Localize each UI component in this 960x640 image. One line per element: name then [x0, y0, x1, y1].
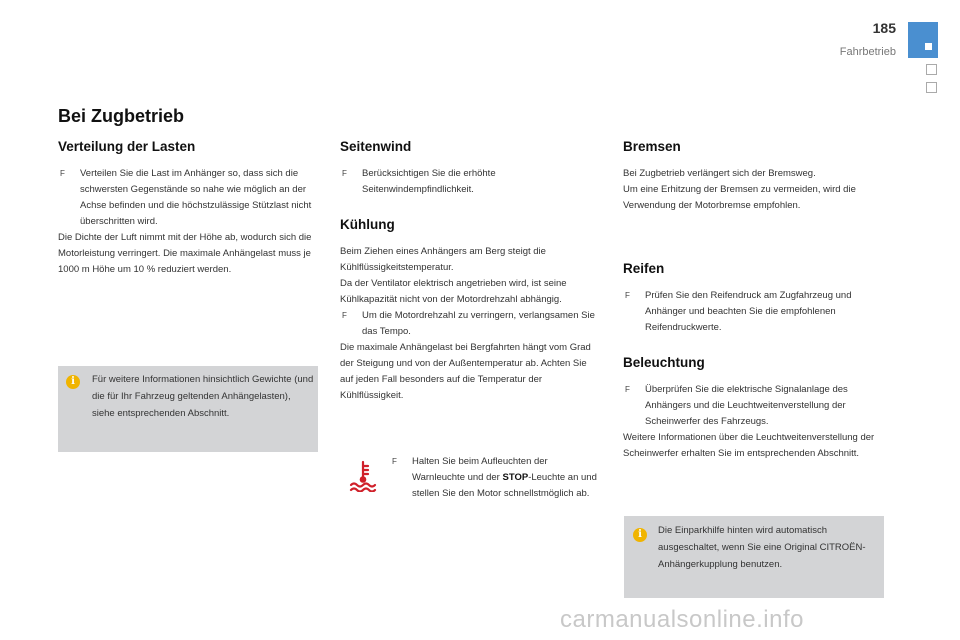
- info-icon: i: [66, 375, 80, 389]
- paragraph: Weitere Informationen über die Leuchtweitenverstellung der Scheinwerfer erhalten Sie im entsprechenden Abschnitt.: [623, 432, 875, 459]
- info-text: Die Einparkhilfe hinten wird automatisch ausgeschaltet, wenn Sie eine Original CITROËN-Anhängerkupplung benutzen.: [658, 525, 866, 570]
- bullet-mark: F: [625, 385, 630, 394]
- chapter-tab[interactable]: [908, 22, 938, 58]
- heading-lighting: Beleuchtung: [623, 355, 705, 370]
- bullet-mark: F: [342, 311, 347, 320]
- info-box: [58, 366, 318, 452]
- heading-tyres: Reifen: [623, 261, 665, 276]
- paragraph: Bei Zugbetrieb verlängert sich der Bremsweg.: [623, 168, 816, 179]
- stop-label: STOP: [502, 472, 529, 483]
- page-number: 185: [872, 20, 896, 36]
- heading-crosswind: Seitenwind: [340, 139, 412, 154]
- bullet-item: [623, 288, 885, 336]
- bullet-mark: F: [625, 291, 630, 300]
- column-brakes-tyres-lighting: [623, 138, 885, 462]
- paragraph: Da der Ventilator elektrisch angetrieben wird, ist seine Kühlkapazität nicht von der Motordrehzahl abhängig.: [340, 278, 567, 305]
- bullet-text: Berücksichtigen Sie die erhöhte Seitenwindempfindlichkeit.: [362, 168, 496, 195]
- heading-brakes: Bremsen: [623, 139, 681, 154]
- bullet-item: [58, 166, 320, 230]
- chapter-tab-outline[interactable]: [926, 82, 937, 93]
- info-icon: i: [633, 528, 647, 542]
- watermark: carmanualsonline.info: [560, 606, 804, 633]
- bullet-text: Um die Motordrehzahl zu verringern, verlangsamen Sie das Tempo.: [362, 310, 595, 337]
- bullet-item: [623, 382, 885, 430]
- paragraph: Die Dichte der Luft nimmt mit der Höhe ab, wodurch sich die Motorleistung verringert. Die maximale Anhängelast muss je 1000 m Höhe um 10 % reduziert werden.: [58, 232, 312, 275]
- paragraph: Die maximale Anhängelast bei Bergfahrten hängt vom Grad der Steigung und von der Außentemperatur ab. Achten Sie auf jeden Fall besonders auf die Temperatur der Kühlflüssigkeit.: [340, 342, 591, 401]
- bullet-item: [340, 166, 602, 198]
- paragraph: Um eine Erhitzung der Bremsen zu vermeiden, wird die Verwendung der Motorbremse empfohlen.: [623, 184, 856, 211]
- bullet-mark: F: [392, 457, 397, 466]
- column-crosswind-cooling: [340, 138, 602, 404]
- chapter-tab-marker: [925, 43, 932, 50]
- page-title: Bei Zugbetrieb: [58, 106, 185, 126]
- info-text: Für weitere Informationen hinsichtlich Gewichte (und die für Ihr Fahrzeug geltenden Anhängelasten), siehe entsprechenden Abschnitt.: [92, 374, 314, 419]
- bullet-mark: F: [342, 169, 347, 178]
- warning-text-start: Halten Sie beim Aufleuchten der Warnleuchte und der: [412, 456, 548, 483]
- bullet-text: Prüfen Sie den Reifendruck am Zugfahrzeug und Anhänger und beachten Sie die empfohlenen Reifendruckwerte.: [645, 290, 852, 333]
- bullet-mark: F: [60, 169, 65, 178]
- column-load-distribution: [58, 138, 320, 278]
- coolant-temperature-warning-icon: [348, 460, 378, 492]
- warning-text-end: -Leuchte an und stellen Sie den Motor schnellstmöglich ab.: [412, 472, 597, 499]
- bullet-item: [340, 308, 602, 340]
- bullet-text: Verteilen Sie die Last im Anhänger so, dass sich die schwersten Gegenstände so nahe wie möglich an der Achse befinden und die höchstzulässige Stützlast nicht überschritten wird.: [80, 168, 312, 227]
- heading-cooling: Kühlung: [340, 217, 395, 232]
- bullet-text: Überprüfen Sie die elektrische Signalanlage des Anhängers und die Leuchtweitenverstellung der Scheinwerfer des Fahrzeugs.: [645, 384, 848, 427]
- chapter-tab-outline[interactable]: [926, 64, 937, 75]
- info-box: [624, 516, 884, 598]
- warning-instruction: [390, 454, 600, 502]
- paragraph: Beim Ziehen eines Anhängers am Berg steigt die Kühlflüssigkeitstemperatur.: [340, 246, 546, 273]
- heading-load-distribution: Verteilung der Lasten: [58, 139, 196, 154]
- section-label: Fahrbetrieb: [839, 46, 896, 58]
- bullet-item: [390, 454, 600, 502]
